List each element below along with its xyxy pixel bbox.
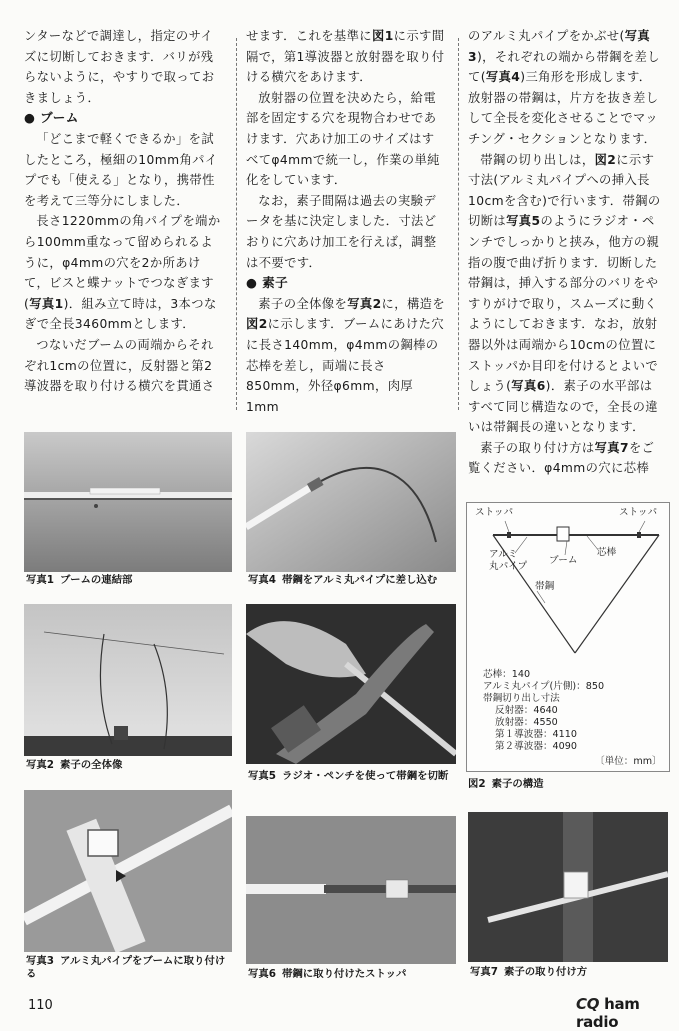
page-number: 110 (28, 998, 53, 1013)
paragraph: 「どこまで軽くできるか」を試したところ，極細の10mm角パイプでも「使える」となり，携帯性を考えて三等分にしました． (24, 131, 218, 208)
label-stopper-right: ストッパ (619, 507, 658, 518)
photo-reference: 写真1 (29, 296, 64, 311)
text-column-1 (24, 26, 224, 397)
paragraph: のアルミ丸パイプをかぶせ(写真3)，それぞれの端から帯鋼を差して(写真4)三角形を形成します．放射器の帯鋼は，片方を抜き差しして全長を変化させることでマッチング・セクションとなります． (468, 29, 660, 146)
paragraph: ンターなどで調達し，指定のサイズに切断しておきます．バリが残らないように，やすりで取っておきましょう． (24, 29, 215, 105)
label-band: 帯鋼 (535, 581, 555, 592)
paragraph: つないだブームの両端からそれぞれ1cmの位置に，反射器と第2導波器を取り付ける横穴を貫通さ (24, 337, 215, 394)
figure-element-structure (466, 502, 670, 772)
caption-photo5: 写真5 ラジオ・ペンチを使って帯鋼を切断 (248, 770, 449, 782)
label-stopper-left: ストッパ (475, 507, 514, 518)
paragraph: せます．これを基準に図1に示す間隔で，第1導波器と放射器を取り付ける横穴をあけます． (246, 29, 445, 85)
photo-stopper (246, 816, 456, 964)
spec-list: 芯棒：140 アルミ丸パイプ(片側)：850 帯鋼切り出し寸法 反射器：4640 放射器：4550 第１導波器：4110 第２導波器：4090 (483, 669, 605, 752)
paragraph: 長さ1220mmの角パイプを端から100mm重なって留められるように，φ4mmの穴を2か所あけて，ビスと蝶ナットでつなぎます(写真1)．組み立て時は，3本つなぎで全長3460mmとします． (24, 214, 221, 332)
caption-photo1: 写真1 ブームの連結部 (26, 574, 133, 586)
section-heading-boom: ● ブーム (24, 110, 79, 126)
paragraph: 放射器の位置を決めたら，給電部を固定する穴を現物合わせであけます．穴あけ加工のサイズはすべてφ4mmで統一し，作業の単純化をしています． (246, 90, 440, 188)
photo-element-overview (24, 604, 232, 756)
caption-photo6: 写真6 帯鋼に取り付けたストッパ (248, 968, 407, 980)
column-divider (236, 38, 237, 410)
photo-band-insert (246, 432, 456, 572)
figure-reference: 図1 (372, 29, 394, 43)
paragraph: 素子の全体像を写真2に，構造を図2に示します．ブームにあけた穴に長さ140mm，φ4mmの鋼棒の芯棒を差し，両端に長さ850mm，外径φ6mm，肉厚1mm (246, 296, 446, 414)
unit-label: 〔単位：mm〕 (595, 756, 662, 767)
caption-photo7: 写真7 素子の取り付け方 (470, 966, 588, 978)
caption-figure2: 図2 素子の構造 (468, 778, 544, 790)
caption-photo2: 写真2 素子の全体像 (26, 759, 123, 771)
photo-cutting-pliers (246, 604, 456, 764)
photo-element-mounting (468, 812, 668, 962)
section-heading-element: ● 素子 (246, 275, 289, 291)
label-boom: ブーム (549, 555, 578, 566)
paragraph: 素子の取り付け方は写真7をご覧ください．φ4mmの穴に芯棒 (468, 440, 655, 476)
photo-boom-joint (24, 432, 232, 572)
label-core: 芯棒 (597, 547, 617, 558)
text-column-2 (246, 26, 446, 417)
magazine-logo: CQ ham radio (576, 995, 640, 1031)
caption-photo4: 写真4 帯鋼をアルミ丸パイプに差し込む (248, 574, 438, 586)
label-alumi-pipe: アルミ (489, 549, 518, 560)
photo-pipe-on-boom (24, 790, 232, 952)
caption-photo3: 写真3 アルミ丸パイプをブームに取り付ける (26, 955, 226, 980)
column-divider (458, 38, 459, 410)
label-alumi-pipe-2: 丸パイプ (489, 561, 528, 572)
paragraph: 帯鋼の切り出しは，図2に示す寸法(アルミ丸パイプへの挿入長10cmを含む)で行います．帯鋼の切断は写真5のようにラジオ・ペンチでしっかりと挟み，他方の親指の腹で曲げ折ります．切断した帯鋼は，挿入する部分のバリをやすりがけで取り，スムーズに動くようにしておきます．なお，放射器以外は両端から10cmの位置にストッパか目印を付けるとよいでしょう(写真6)．素子の水平部はすべて同じ構造なので，全長の違いは帯鋼長の違いとなります． (468, 152, 661, 435)
paragraph: なお，素子間隔は過去の実験データを基に決定しました．寸法どおりに穴あけ加工を行えば，調整は不要です． (246, 193, 437, 270)
text-column-3 (468, 26, 664, 479)
